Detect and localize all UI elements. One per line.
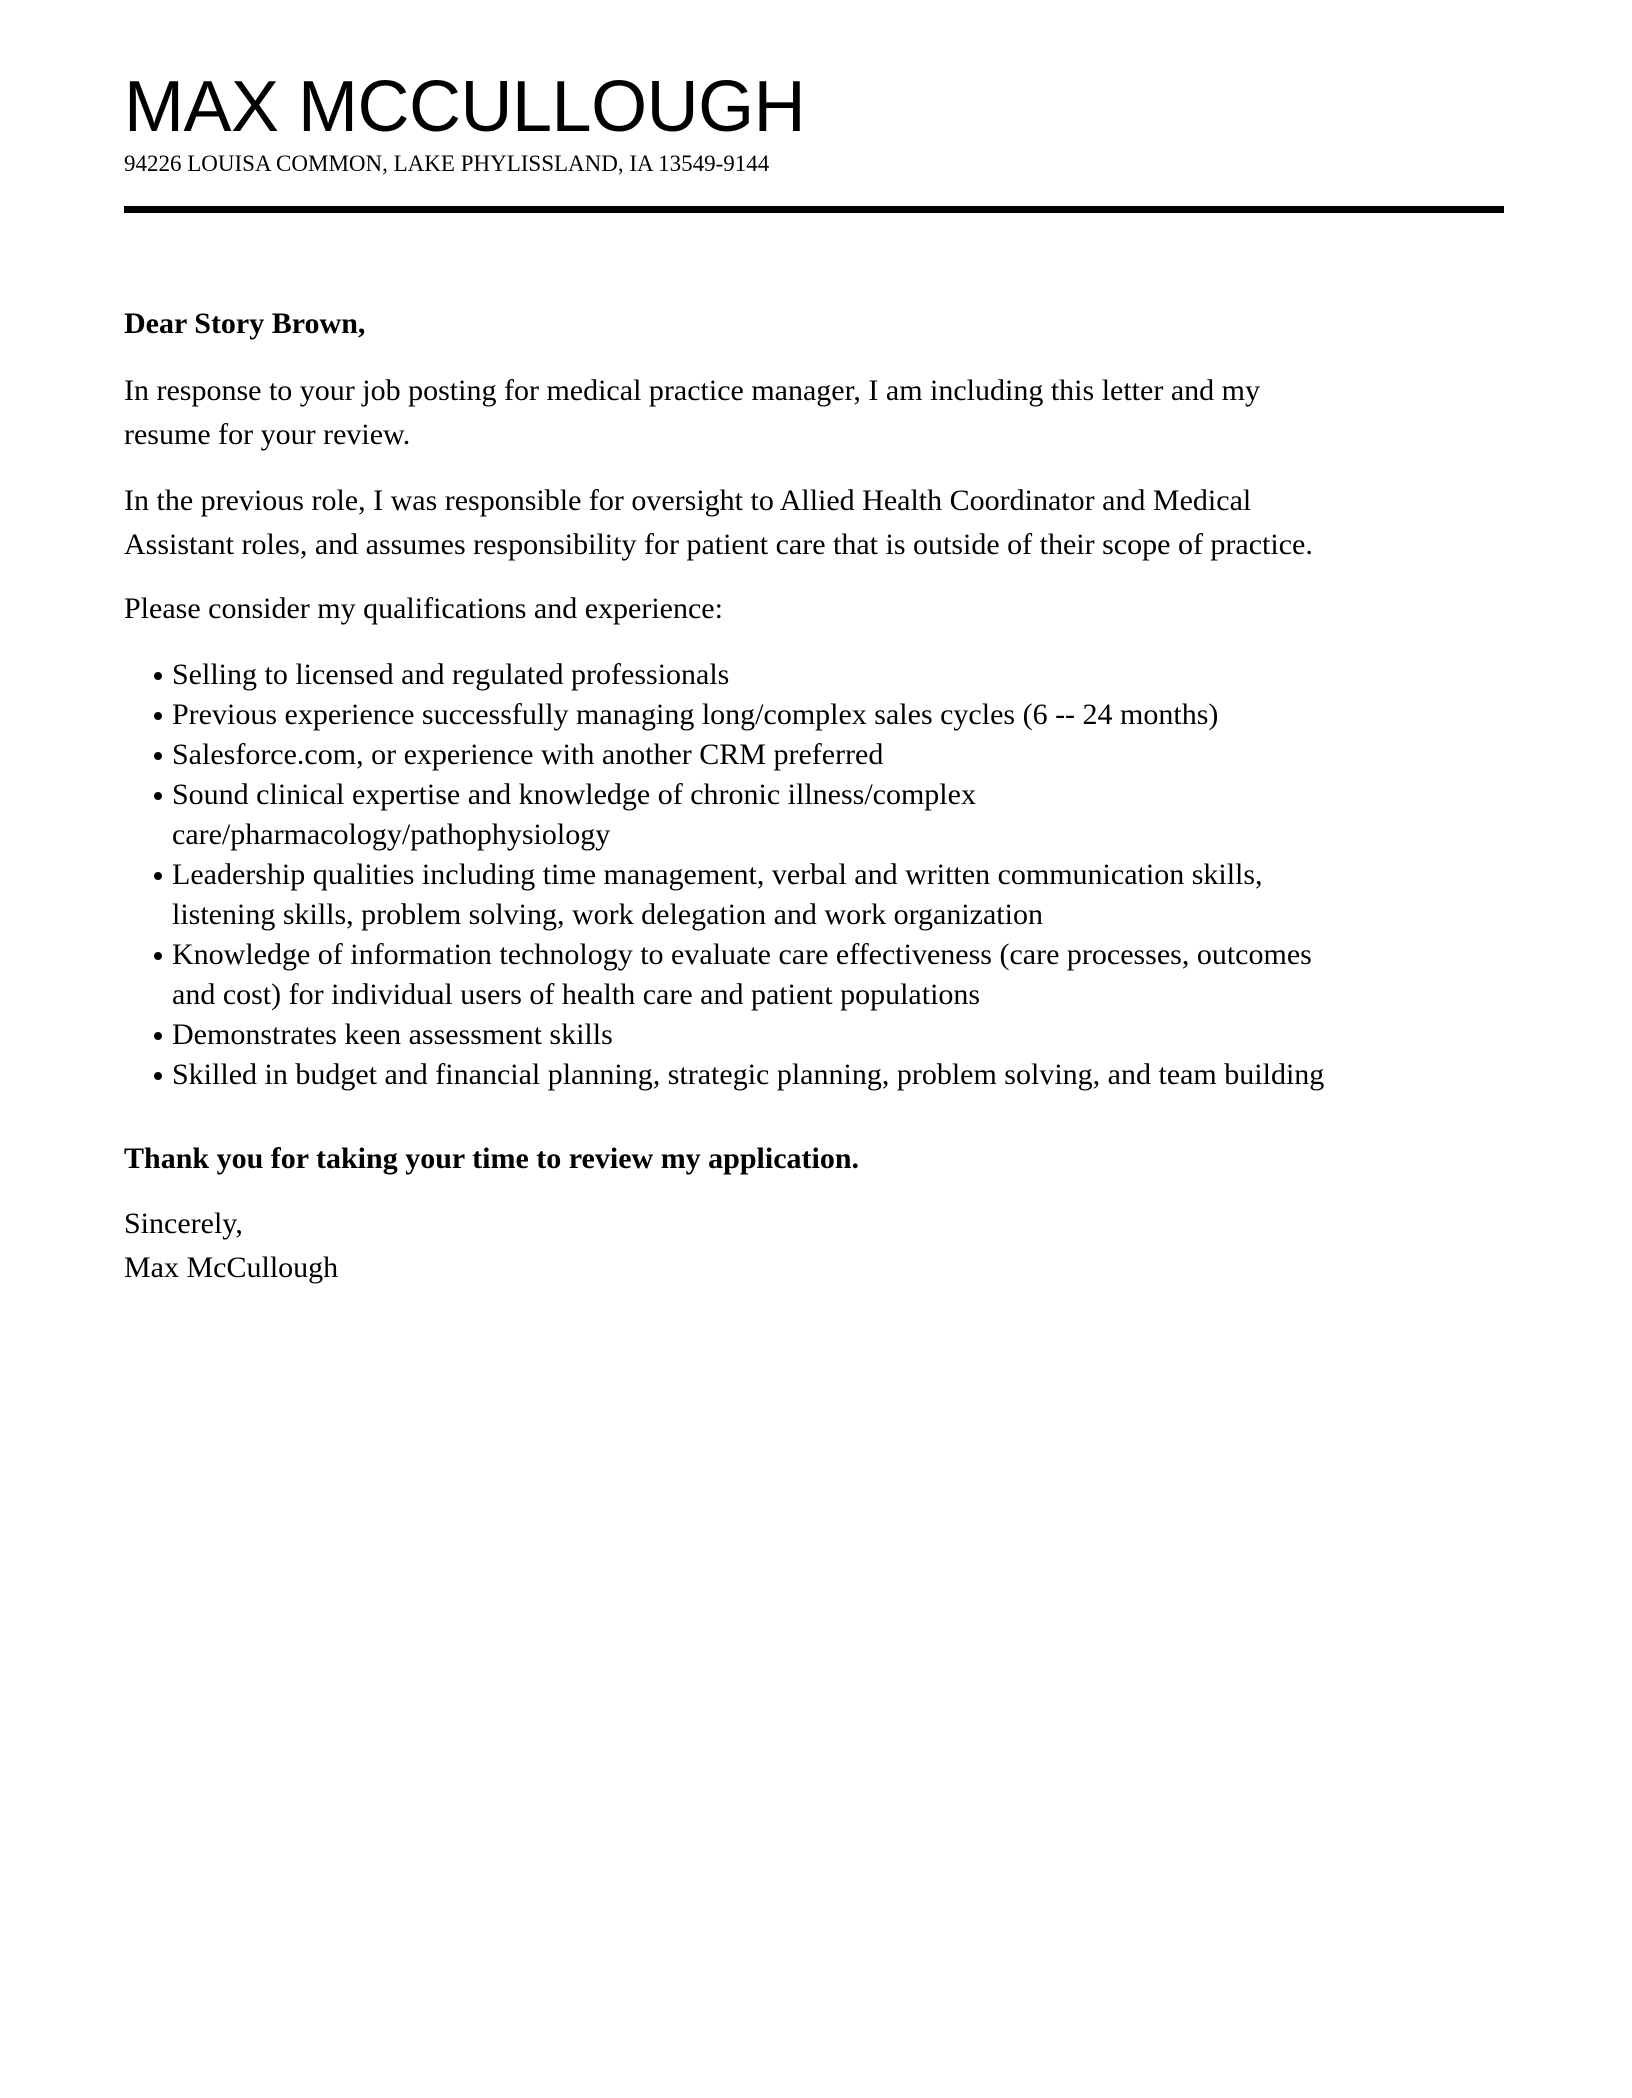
- paragraph-intro: [124, 369, 1260, 457]
- paragraph-line: Assistant roles, and assumes responsibility for patient care that is outside of their scope of practice.: [124, 528, 1313, 561]
- list-item: [124, 1055, 1324, 1095]
- paragraph-qualifications-intro: [124, 587, 723, 631]
- closing-line: [124, 1137, 859, 1181]
- signoff-block: [124, 1202, 338, 1290]
- signoff: Sincerely,: [124, 1207, 243, 1240]
- salutation: [124, 302, 365, 346]
- list-item-text: Selling to licensed and regulated professionals: [172, 658, 730, 691]
- closing-line-text: Thank you for taking your time to review my application.: [124, 1142, 860, 1175]
- list-item-text: Knowledge of information technology to evaluate care effectiveness (care processes, outcomes: [172, 938, 1312, 971]
- list-item-text: Skilled in budget and financial planning, strategic planning, problem solving, and team building: [172, 1058, 1325, 1091]
- paragraph-experience: [124, 479, 1313, 567]
- list-item: [124, 855, 1324, 935]
- list-item: [124, 1015, 1324, 1055]
- list-item-text: Previous experience successfully managing long/complex sales cycles (6 -- 24 months): [172, 698, 1219, 731]
- list-item: [124, 775, 1324, 855]
- paragraph-line: In response to your job posting for medical practice manager, I am including this letter and my: [124, 374, 1260, 407]
- list-item-text: Sound clinical expertise and knowledge of chronic illness/complex: [172, 778, 976, 811]
- paragraph-line: Please consider my qualifications and experience:: [124, 592, 723, 625]
- salutation-text: Dear Story Brown,: [124, 307, 366, 340]
- list-item-text: Leadership qualities including time management, verbal and written communication skills,: [172, 858, 1263, 891]
- list-item-text: Demonstrates keen assessment skills: [172, 1018, 613, 1051]
- list-item: [124, 655, 1324, 695]
- header-divider: [124, 206, 1504, 213]
- list-item-text: Salesforce.com, or experience with another CRM preferred: [172, 738, 884, 771]
- paragraph-line: In the previous role, I was responsible for oversight to Allied Health Coordinator and Medical: [124, 484, 1252, 517]
- list-item: [124, 735, 1324, 775]
- list-item-text: listening skills, problem solving, work delegation and work organization: [172, 898, 1043, 931]
- list-item-text: and cost) for individual users of health care and patient populations: [172, 978, 981, 1011]
- paragraph-line: resume for your review.: [124, 418, 411, 451]
- applicant-address: 94226 LOUISA COMMON, LAKE PHYLISSLAND, IA 13549-9144: [124, 151, 770, 176]
- signature-name: Max McCullough: [124, 1251, 339, 1284]
- list-item: [124, 935, 1324, 1015]
- qualifications-list: [124, 655, 1324, 1095]
- list-item-text: care/pharmacology/pathophysiology: [172, 818, 611, 851]
- applicant-name: MAX MCCULLOUGH: [124, 67, 806, 147]
- list-item: [124, 695, 1324, 735]
